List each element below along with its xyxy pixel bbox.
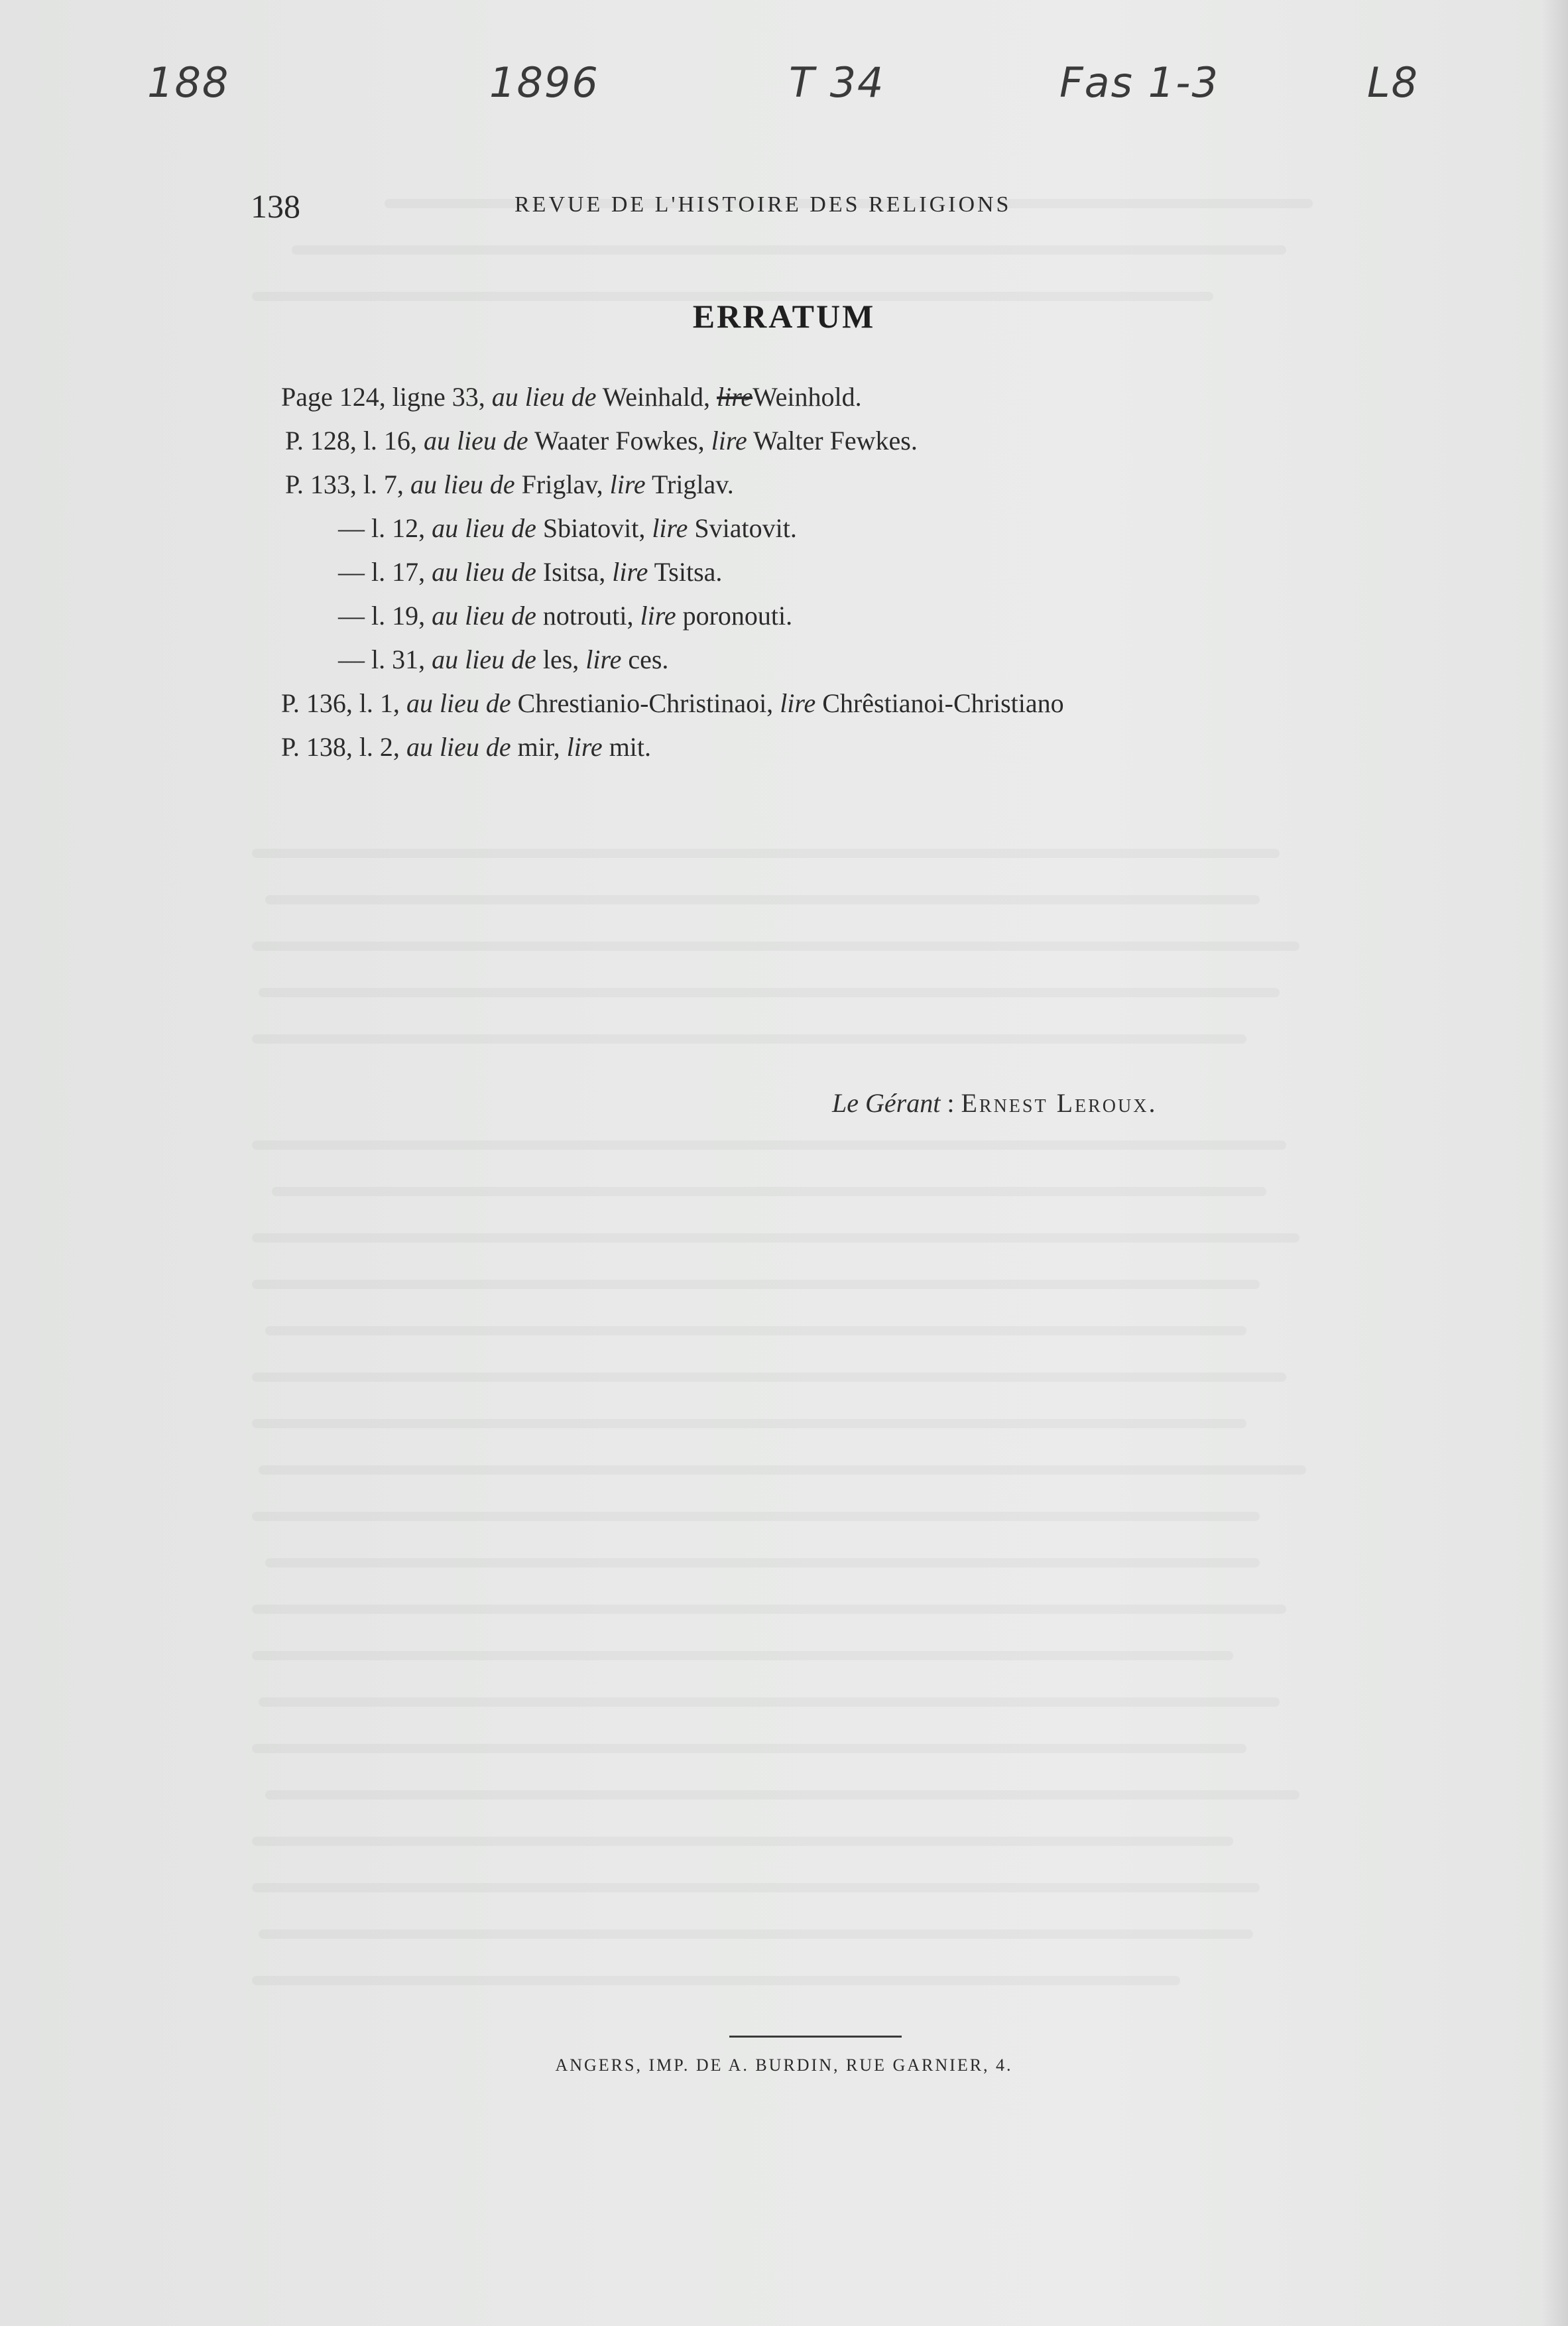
page-edge-shadow (1541, 0, 1568, 2326)
entry-au-lieu-de: au lieu de (410, 469, 515, 499)
entry-au-lieu-de: au lieu de (423, 426, 528, 456)
entry-au-lieu-de: au lieu de (491, 382, 597, 412)
entry-right: Walter Fewkes. (753, 426, 918, 456)
erratum-entry (338, 600, 792, 631)
entry-lire: lire (609, 469, 646, 499)
entry-right: Sviatovit. (694, 513, 797, 543)
handwritten-note-5: L8 (1367, 58, 1419, 107)
entry-wrong: Weinhald, (602, 382, 711, 412)
entry-ref: P. 136, l. 1, (281, 688, 400, 718)
entry-lire: lire (566, 732, 603, 762)
entry-ref: — l. 17, (338, 557, 426, 587)
entry-right: Chrêstianoi-Christiano (822, 688, 1064, 718)
printer-imprint: ANGERS, IMP. DE A. BURDIN, RUE GARNIER, 4. (555, 2055, 1013, 2075)
entry-wrong: Waater Fowkes, (534, 426, 705, 456)
handwritten-note-3: T 34 (789, 58, 885, 107)
bleed-through-text (252, 0, 1313, 2326)
entry-wrong: mir, (517, 732, 560, 762)
signature-separator: : (947, 1088, 955, 1118)
entry-lire: lire (711, 426, 747, 456)
entry-lire: lire (585, 644, 622, 674)
entry-lire: lire (640, 601, 676, 631)
entry-wrong: les, (542, 644, 579, 674)
handwritten-note-1: 188 (147, 58, 230, 107)
signature-role: Le Gérant (832, 1088, 941, 1118)
entry-ref: P. 133, l. 7, (285, 469, 404, 499)
entry-lire: lire (652, 513, 688, 543)
entry-au-lieu-de: au lieu de (432, 513, 536, 543)
entry-right: Weinhold. (753, 382, 862, 412)
erratum-entry (281, 731, 651, 763)
entry-ref: — l. 19, (338, 601, 426, 631)
entry-ref: Page 124, ligne 33, (281, 382, 485, 412)
handwritten-note-4: Fas 1-3 (1059, 58, 1219, 107)
entry-wrong: notrouti, (542, 601, 634, 631)
footer-rule (729, 2036, 902, 2038)
entry-lire: lire (717, 382, 753, 412)
signature-name: Ernest Leroux. (961, 1088, 1158, 1118)
erratum-entry (281, 688, 1064, 719)
erratum-entry (338, 556, 722, 587)
handwritten-note-2: 1896 (489, 58, 599, 107)
entry-au-lieu-de: au lieu de (432, 601, 536, 631)
entry-ref: — l. 12, (338, 513, 426, 543)
erratum-entry (281, 381, 862, 412)
entry-au-lieu-de: au lieu de (432, 644, 536, 674)
erratum-entry (285, 425, 918, 456)
erratum-entry (338, 644, 668, 675)
erratum-title: ERRATUM (692, 298, 876, 335)
entry-au-lieu-de: au lieu de (406, 732, 511, 762)
erratum-entry (285, 469, 734, 500)
page-number: 138 (251, 188, 300, 225)
entry-au-lieu-de: au lieu de (432, 557, 536, 587)
entry-ref: P. 138, l. 2, (281, 732, 400, 762)
entry-right: Tsitsa. (654, 557, 723, 587)
entry-right: ces. (628, 644, 669, 674)
entry-au-lieu-de: au lieu de (406, 688, 511, 718)
entry-wrong: Isitsa, (542, 557, 606, 587)
entry-right: Triglav. (651, 469, 734, 499)
entry-right: poronouti. (682, 601, 793, 631)
signature-line (832, 1087, 1157, 1119)
running-title: REVUE DE L'HISTOIRE DES RELIGIONS (514, 192, 1012, 217)
entry-wrong: Sbiatovit, (542, 513, 646, 543)
entry-wrong: Friglav, (521, 469, 603, 499)
entry-ref: P. 128, l. 16, (285, 426, 417, 456)
entry-right: mit. (609, 732, 652, 762)
entry-wrong: Chrestianio-Christinaoi, (517, 688, 774, 718)
erratum-entry (338, 513, 797, 544)
entry-lire: lire (612, 557, 648, 587)
entry-ref: — l. 31, (338, 644, 426, 674)
entry-lire: lire (780, 688, 816, 718)
